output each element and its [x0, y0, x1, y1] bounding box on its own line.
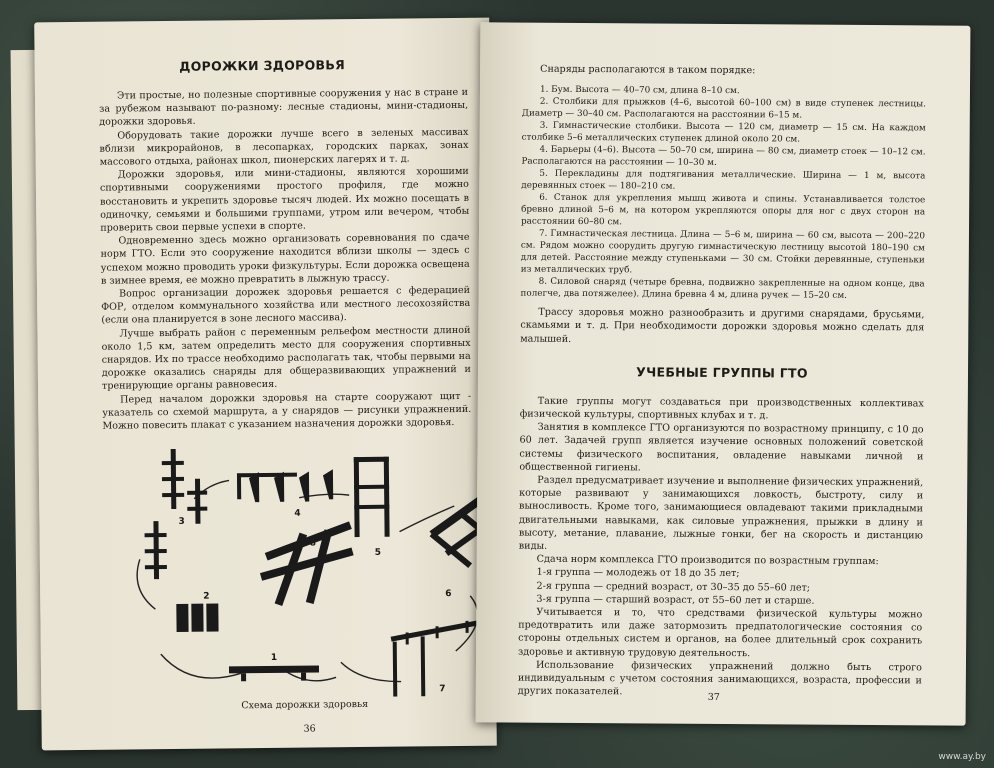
route-arrow [161, 653, 241, 678]
group-item: 1-я группа — молодежь от 18 до 35 лет; [536, 567, 740, 580]
paragraph: Раздел предусматривает изучение и выполнение физических упражнений, которые развивают у занимающихся ловкость, быстроту, силу и выносливость. Кроме того, занимающиеся овладевают такими прикладными двигательными навыками, как силовые упражнения, прыжки в длину и высоту, метание, плавание, лыжные гонки, бег на скорость и дистанцию виды. [518, 474, 924, 552]
group-item: 2-я группа — средний возраст, от 30–35 до 55–60 лет; [536, 580, 811, 594]
diagram-label: 3 [178, 516, 185, 527]
left-page [34, 18, 497, 751]
diagram-label: 5 [374, 547, 382, 558]
paragraph: Эти простые, но полезные спортивные сооружения у нас в стране и за рубежом называют по-разному: лесные стадионы, мини-стадионы, дорожки здоровья. [99, 86, 469, 129]
list-item: 5. Перекладины для подтягивания металлические. Ширина — 1 м, высота деревянных стоек — 180–210 см. [521, 168, 926, 192]
diagram-caption: Схема дорожки здоровья [241, 698, 369, 712]
paragraph: Учитывается и то, что средствами физической культуры можно предотвратить или даже затормозить предпатологические состояния со стороны отдельных систем и органов, на более длительный срок сохранить здоровье и активную трудовую деятельность. [518, 606, 923, 659]
list-item: 7. Гимнастическая лестница. Длина — 5–6 м, ширина — 60 см, высота — 200–220 см. Рядом можно соорудить другую гимнастическую лестницу высотой 180–190 см для детей. Расстояние между ступеньками — 30 см. Стойки деревянные, ступеньки из металлических труб. [520, 228, 925, 276]
paragraph: Дорожки здоровья, или мини-стадионы, являются хорошими спортивными сооружениями простого профиля, где можно восстановить и укрепить здоровье тысяч людей. Их можно посещать в одиночку, семьями и большими группами, утром или вечером, чтобы проверить свои первые успехи в спорте. [99, 166, 470, 234]
paragraph: Такие группы могут создаваться при производственных коллективах физической культуры, спортивных клубах и т. д. [519, 395, 924, 422]
diagram-label: 6 [445, 589, 452, 600]
paragraph: Оборудовать такие дорожки лучше всего в зеленых массивах вблизи микрорайонов, в лесопарках, городских парках, зонах массового отдыха, районах школ, пионерских лагерях и т. д. [99, 126, 469, 168]
intro-text: Снаряды располагаются в таком порядке: [540, 63, 756, 77]
list-item: 1. Бум. Высота — 40–70 см, длина 8–10 см. [539, 84, 740, 97]
paragraph: Сдача норм комплекса ГТО производится по возрастным группам: [536, 553, 879, 568]
diagram-label: 4 [294, 508, 301, 519]
diagram-label: 7 [439, 684, 446, 695]
paragraph: Вопрос организации дорожек здоровья решается с федерацией ФОР, отделом коммунального хозяйства или местного лесохозяйства (если она планируется в зоне лесного массива). [101, 284, 471, 327]
list-item: 3. Гимнастические столбики. Высота — 120 см, диаметр — 15 см. На каждом столбике 5–6 металлических ступенек длиной около 20 см. [521, 120, 926, 145]
health-path-diagram [99, 436, 492, 700]
paragraph: Использование физических упражнений должно быть строго индивидуальным с учетом состояния занимающихся, возраста, профессии и других показателей. [517, 659, 922, 698]
left-page-title: ДОРОЖКИ ЗДОРОВЬЯ [179, 57, 346, 74]
paragraph: Занятия в комплексе ГТО организуются по возрастному принципу, с 10 до 60 лет. Задачей групп является изучение основных положений советской системы физического воспитания, овладение навыками личной и общественной гигиены. [519, 421, 924, 474]
right-page [476, 22, 971, 725]
closing-text: Трассу здоровья можно разнообразить и другими снарядами, брусьями, скамьями и т. д. При необходимости дорожки здоровья можно сделать для малышей. [520, 306, 925, 345]
diagram-label: 1 [270, 652, 278, 663]
section-title: УЧЕБНЫЕ ГРУППЫ ГТО [636, 364, 808, 381]
left-page-text [99, 86, 472, 433]
page-number-left: 36 [303, 723, 316, 735]
paragraph: Одновременно здесь можно организовать соревнования по сдаче норм ГТО. Если это сооружение находится вблизи школы — здесь с успехом можно проводить уроки физкультуры. Если дорожка освещена в зимнее время, ее можно превратить в лыжную трассу. [100, 232, 470, 287]
right-page-text [518, 63, 926, 701]
equipment-list [521, 84, 926, 303]
list-item: 4. Барьеры (4–6). Высота — 50–70 см, ширина — 80 см, диаметр стоек — 10–12 см. Располагаются на расстоянии — 10–30 м. [521, 144, 926, 169]
page-number-right: 37 [707, 691, 720, 703]
group-item: 3-я группа — старший возраст, от 55–60 лет и старше. [536, 593, 815, 607]
route-arrow [341, 662, 401, 683]
diagram-label: 8 [309, 538, 316, 549]
list-item: 8. Силовой снаряд (четыре бревна, подвижно закрепленные на одном конце, два полегче, два потяжелее). Длина бревна 4 м, длина ручек — 15–20 см. [520, 276, 925, 302]
paragraph: Перед началом дорожки здоровья на старте сооружают щит - указатель со схемой маршрута, а у снарядов — рисунки упражнений. Можно повесить плакат с указанием назначения дорожки здоровья. [102, 390, 472, 432]
watermark: www.ay.by [938, 752, 986, 762]
list-item: 2. Столбики для прыжков (4–6, высотой 60–100 см) в виде ступенек лестницы. Диаметр — 30–40 см. Располагаются на расстоянии 6–15 м. [521, 96, 926, 121]
diagram-label: 2 [203, 591, 210, 602]
list-item: 6. Станок для укрепления мышц живота и спины. Устанавливается толстое бревно длиной 5–6 м, на котором укрепляются опоры для ног с двух сторон на расстоянии 60–80 см. [521, 192, 926, 228]
paragraph: Лучше выбрать район с переменным рельефом местности длиной около 1,5 км, затем определить место для сооружения спортивных снарядов. Их по трассе необходимо располагать так, чтобы первыми на дорожке оказались снаряды для общеразвивающих упражнений и тренирующие органы равновесия. [101, 324, 471, 393]
